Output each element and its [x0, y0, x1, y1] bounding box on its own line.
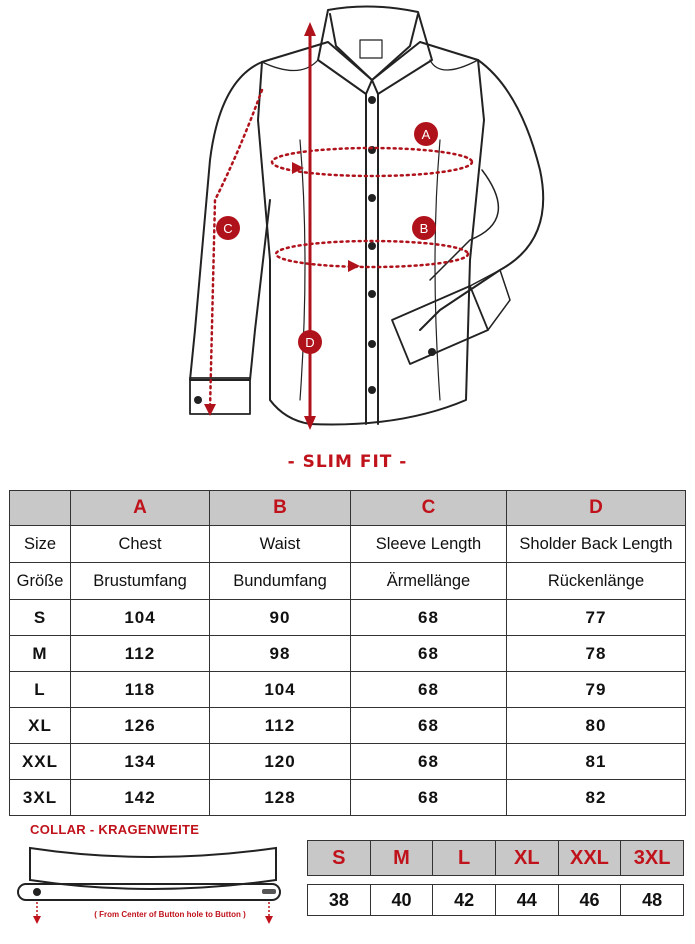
back-cell: 82 — [507, 780, 686, 816]
back-cell: 80 — [507, 708, 686, 744]
col-d-header: D — [507, 491, 686, 526]
back-cell: 81 — [507, 744, 686, 780]
size-cell: 3XL — [10, 780, 71, 816]
back-cell: 77 — [507, 600, 686, 636]
fit-title: - SLIM FIT - — [287, 452, 408, 472]
label-waist: Waist — [210, 526, 351, 563]
waist-cell: 104 — [210, 672, 351, 708]
col-a-header: A — [71, 491, 210, 526]
neck-value: 46 — [558, 885, 621, 916]
sleeve-cell: 68 — [351, 780, 507, 816]
label-groesse: Größe — [10, 563, 71, 600]
chest-cell: 112 — [71, 636, 210, 672]
label-back: Sholder Back Length — [507, 526, 686, 563]
marker-a: A — [421, 127, 431, 142]
size-cell: L — [10, 672, 71, 708]
collar-note: ( From Center of Button hole to Button ) — [94, 910, 246, 919]
neck-value: 42 — [433, 885, 496, 916]
sleeve-cell: 68 — [351, 636, 507, 672]
col-b-header: B — [210, 491, 351, 526]
marker-c: C — [223, 221, 233, 236]
chest-cell: 134 — [71, 744, 210, 780]
neck-size: 3XL — [621, 841, 684, 876]
table-row — [10, 672, 686, 708]
size-cell: M — [10, 636, 71, 672]
marker-b: B — [419, 221, 429, 236]
chest-cell: 118 — [71, 672, 210, 708]
col-c-header: C — [351, 491, 507, 526]
table-row — [10, 600, 686, 636]
table-row — [10, 780, 686, 816]
sleeve-cell: 68 — [351, 744, 507, 780]
collar-title: COLLAR - KRAGENWEITE — [30, 822, 200, 837]
chest-cell: 126 — [71, 708, 210, 744]
neck-size: M — [370, 841, 433, 876]
size-cell: XL — [10, 708, 71, 744]
size-table — [9, 490, 686, 816]
label-brustumfang: Brustumfang — [71, 563, 210, 600]
chest-cell: 104 — [71, 600, 210, 636]
neck-size: XXL — [558, 841, 621, 876]
neck-size: L — [433, 841, 496, 876]
neck-value: 38 — [308, 885, 371, 916]
waist-cell: 90 — [210, 600, 351, 636]
label-bundumfang: Bundumfang — [210, 563, 351, 600]
table-row — [10, 708, 686, 744]
collar-size-table — [307, 840, 684, 916]
size-cell: S — [10, 600, 71, 636]
label-chest: Chest — [71, 526, 210, 563]
label-aermellaenge: Ärmellänge — [351, 563, 507, 600]
neck-value: 48 — [621, 885, 684, 916]
back-cell: 79 — [507, 672, 686, 708]
waist-cell: 128 — [210, 780, 351, 816]
label-sleeve: Sleeve Length — [351, 526, 507, 563]
neck-size: XL — [495, 841, 558, 876]
back-cell: 78 — [507, 636, 686, 672]
waist-cell: 120 — [210, 744, 351, 780]
shirt-illustration — [0, 0, 695, 450]
waist-cell: 98 — [210, 636, 351, 672]
neck-value: 44 — [495, 885, 558, 916]
neck-value: 40 — [370, 885, 433, 916]
waist-cell: 112 — [210, 708, 351, 744]
table-row — [10, 636, 686, 672]
sleeve-cell: 68 — [351, 708, 507, 744]
marker-d: D — [305, 335, 315, 350]
table-row — [10, 744, 686, 780]
header-corner — [10, 491, 71, 526]
sleeve-cell: 68 — [351, 672, 507, 708]
collar-illustration — [0, 836, 300, 944]
neck-size: S — [308, 841, 371, 876]
label-size: Size — [10, 526, 71, 563]
size-cell: XXL — [10, 744, 71, 780]
sleeve-cell: 68 — [351, 600, 507, 636]
label-rueckenlaenge: Rückenlänge — [507, 563, 686, 600]
chest-cell: 142 — [71, 780, 210, 816]
